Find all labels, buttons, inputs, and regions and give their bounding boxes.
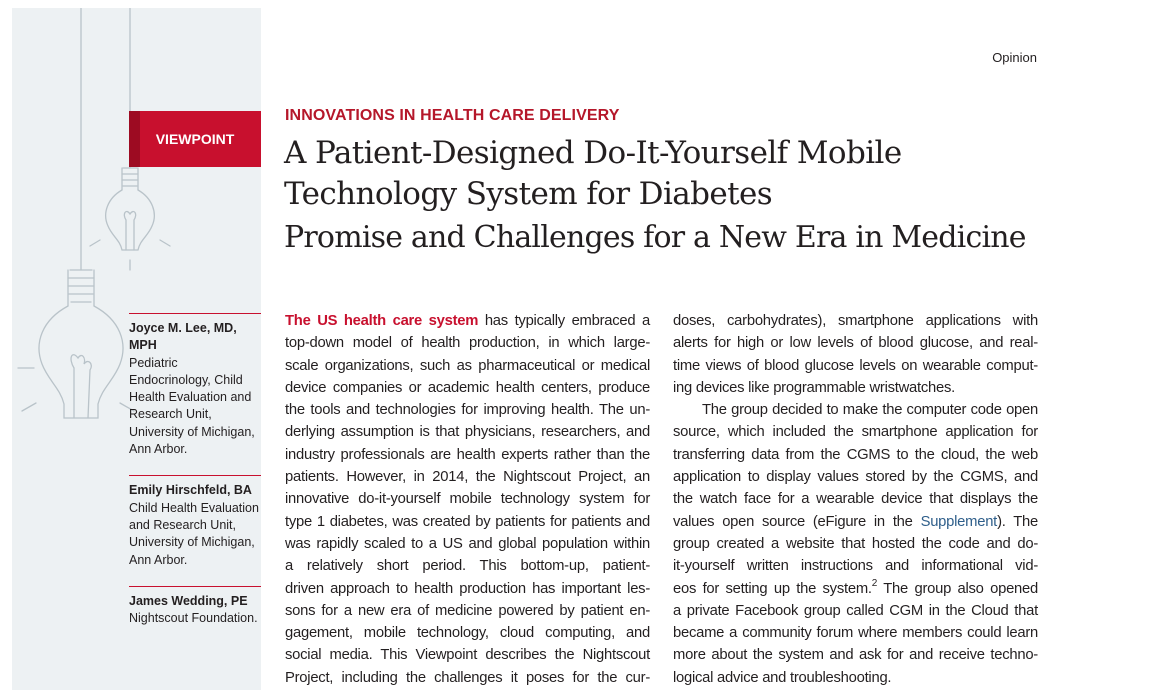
author-name: James Wedding, PE	[129, 593, 248, 608]
body-line: scale organizations, such as pharmaceutical or medical	[285, 357, 650, 374]
author-block	[129, 475, 261, 568]
body-line: source, which included the smartphone application for	[673, 424, 1038, 441]
article-subtitle: Promise and Challenges for a New Era in Medicine	[284, 220, 1026, 255]
body-line: a private Facebook group called CGM in the Cloud that	[673, 602, 1038, 619]
body-line: it-yourself written instructions and informational vid-	[673, 558, 1038, 575]
body-line: derlying assumption is that physicians, researchers, and	[285, 424, 650, 441]
body-line: The group decided to make the computer code open	[702, 402, 1038, 419]
body-line: was rapidly scaled to a US and global population within	[285, 535, 650, 552]
viewpoint-label: VIEWPOINT	[155, 131, 235, 147]
body-line: transferring data from the CGMS to the cloud, the web	[673, 446, 1038, 463]
body-text: values open source (eFigure in the	[673, 513, 921, 530]
citation-reference[interactable]: 2	[871, 577, 878, 589]
body-line: device companies or academic health centers, produce	[285, 379, 650, 396]
body-text: eos for setting up the system.	[673, 580, 872, 597]
lead-in: The US health care system	[285, 313, 479, 329]
badge-accent-bar	[129, 111, 140, 167]
viewpoint-badge	[129, 111, 261, 167]
body-line: type 1 diabetes, was created by patients for patients and	[285, 513, 650, 530]
author-block	[129, 586, 261, 628]
body-line: patients. However, in 2014, the Nightscout Project, an	[285, 469, 650, 486]
body-line: Project, including the challenges it poses for the cur-	[285, 669, 650, 686]
body-line: time views of blood glucose levels on wearable comput-	[673, 357, 1038, 374]
title-line: Technology System for Diabetes	[284, 176, 773, 212]
article-title	[284, 133, 1044, 215]
author-name: Joyce M. Lee, MD, MPH	[129, 321, 237, 353]
body-line: group created a website that hosted the code and do-	[673, 535, 1038, 552]
section-kicker: INNOVATIONS IN HEALTH CARE DELIVERY	[285, 107, 620, 124]
body-text: ). The	[997, 513, 1039, 530]
body-line: application to display values stored by the CGMS, and	[673, 469, 1038, 486]
body-text: has typically embraced a	[478, 313, 650, 329]
supplement-link[interactable]: Supplement	[920, 513, 998, 530]
body-line	[673, 511, 1038, 533]
body-line: logical advice and troubleshooting.	[673, 669, 892, 686]
body-line: sons for a new era of medicine powered by patient en-	[285, 602, 650, 619]
body-line: gagement, mobile technology, cloud computing, and	[285, 625, 650, 642]
body-line: top-down model of health production, in which large-	[285, 335, 650, 352]
body-line: alerts for high or low levels of blood glucose, and real-	[673, 335, 1038, 352]
body-line: more about the system and ask for and receive techno-	[673, 647, 1038, 664]
body-column-left	[285, 310, 650, 689]
author-name: Emily Hirschfeld, BA	[129, 483, 252, 498]
body-text: The group also opened	[877, 580, 1038, 597]
body-line: industry professionals are health experts rather than the	[285, 446, 650, 463]
body-line	[673, 578, 1038, 600]
body-line	[285, 310, 650, 332]
body-line: a relatively short period. This bottom-up, patient-	[285, 558, 650, 575]
body-line: driven approach to health production has important les-	[285, 580, 650, 597]
author-affiliation: Nightscout Foundation.	[129, 611, 258, 626]
author-affiliation: Pediatric Endocrinology, Child Health Evaluation and Research Unit, University of Michigan, Ann Arbor.	[129, 355, 255, 457]
body-column-right	[673, 310, 1038, 689]
body-line: innovative do-it-yourself mobile technology system for	[285, 491, 650, 508]
body-line: social media. This Viewpoint describes the Nightscout	[285, 647, 650, 664]
section-label-opinion: Opinion	[992, 50, 1037, 65]
body-line: doses, carbohydrates), smartphone applications with	[673, 313, 1038, 329]
body-line: the watch face for a wearable device that displays the	[673, 491, 1038, 508]
body-line: the tools and technologies for improving health. The un-	[285, 402, 650, 419]
author-block	[129, 313, 261, 458]
author-list	[129, 313, 261, 627]
body-line: ing devices like programmable wristwatches.	[673, 379, 956, 396]
title-line: A Patient-Designed Do-It-Yourself Mobile	[284, 135, 902, 171]
body-line: became a community forum where members could learn	[673, 625, 1038, 642]
author-affiliation: Child Health Evaluation and Research Unit, University of Michigan, Ann Arbor.	[129, 500, 259, 567]
